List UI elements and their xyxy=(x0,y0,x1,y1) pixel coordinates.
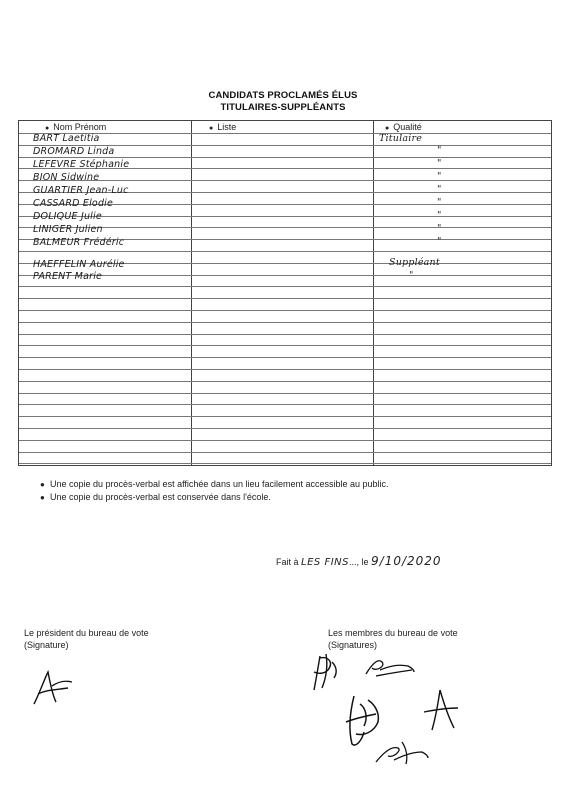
page-title: CANDIDATS PROCLAMÉS ÉLUS xyxy=(208,90,358,101)
table-row-name: GUARTIER Jean-Luc xyxy=(33,185,129,196)
table-row-quality: " xyxy=(437,197,442,208)
table-row-name: HAEFFELIN Aurélie xyxy=(33,259,125,270)
members-signature-block xyxy=(328,627,458,651)
table-row-line xyxy=(19,369,551,370)
table-row-name: DOLIQUE Julie xyxy=(33,211,102,222)
column-header-name: ● Nom Prénom xyxy=(45,122,107,132)
president-signature-hint: (Signature) xyxy=(24,640,69,650)
table-row-line xyxy=(19,334,551,335)
table-row-line xyxy=(19,310,551,311)
member-signature xyxy=(372,738,432,768)
column-header-list: ● Liste xyxy=(209,122,237,132)
table-row-line xyxy=(19,440,551,441)
table-row-line xyxy=(19,463,551,464)
table-row-line xyxy=(19,416,551,417)
table-row-line xyxy=(19,393,551,394)
table-row-name: BALMEUR Frédéric xyxy=(33,237,125,248)
page-subtitle: TITULAIRES-SUPPLÉANTS xyxy=(220,102,346,113)
table-row-quality: Titulaire xyxy=(379,133,423,144)
place-prefix: Fait à xyxy=(276,557,299,567)
table-row-line xyxy=(19,404,551,405)
members-signature-hint: (Signatures) xyxy=(328,640,378,650)
table-row-quality: " xyxy=(437,210,442,221)
president-signature-block xyxy=(24,627,149,651)
table-row-line xyxy=(19,345,551,346)
note-item: ● Une copie du procès-verbal est conservée dans l'école. xyxy=(40,492,271,502)
table-row-line xyxy=(19,428,551,429)
table-row-quality: " xyxy=(437,223,442,234)
table-row-quality: " xyxy=(437,236,442,247)
table-row-name: LEFEVRE Stéphanie xyxy=(33,159,130,170)
table-row-name: CASSARD Elodie xyxy=(33,198,114,209)
president-label: Le président du bureau de vote xyxy=(24,628,149,638)
table-row-line xyxy=(19,452,551,453)
table-row-name: BART Laetitia xyxy=(33,133,100,144)
table-row-quality: " xyxy=(437,184,442,195)
table-row-line xyxy=(19,322,551,323)
table-row-quality: " xyxy=(437,158,442,169)
column-header-quality: ● Qualité xyxy=(385,122,422,132)
table-row-quality: " xyxy=(409,270,414,281)
place-handwritten: LES FINS xyxy=(301,557,349,568)
elected-candidates-table xyxy=(18,120,552,466)
table-row-name: BION Sidwine xyxy=(33,172,100,183)
date-handwritten: 9/10/2020 xyxy=(371,554,442,568)
table-row-quality: " xyxy=(437,145,442,156)
table-row-line xyxy=(19,251,551,252)
member-signature xyxy=(362,654,418,680)
table-row-name: LINIGER Julien xyxy=(33,224,103,235)
member-signature xyxy=(306,652,346,694)
column-divider xyxy=(373,121,374,465)
member-signature xyxy=(418,686,462,734)
place-separator: ..., le xyxy=(348,557,369,567)
table-row-line xyxy=(19,381,551,382)
members-label: Les membres du bureau de vote xyxy=(328,628,458,638)
note-item: ● Une copie du procès-verbal est affichée dans un lieu facilement accessible au public. xyxy=(40,479,389,489)
table-row-quality: " xyxy=(437,171,442,182)
table-row-line xyxy=(19,298,551,299)
table-row-name: PARENT Marie xyxy=(33,271,103,282)
president-signature xyxy=(28,668,78,708)
table-row-line xyxy=(19,286,551,287)
table-row-quality: Suppléant xyxy=(389,257,440,268)
column-divider xyxy=(191,121,192,465)
table-row-line xyxy=(19,357,551,358)
place-date-line xyxy=(276,554,442,568)
table-row-name: DROMARD Linda xyxy=(33,146,115,157)
